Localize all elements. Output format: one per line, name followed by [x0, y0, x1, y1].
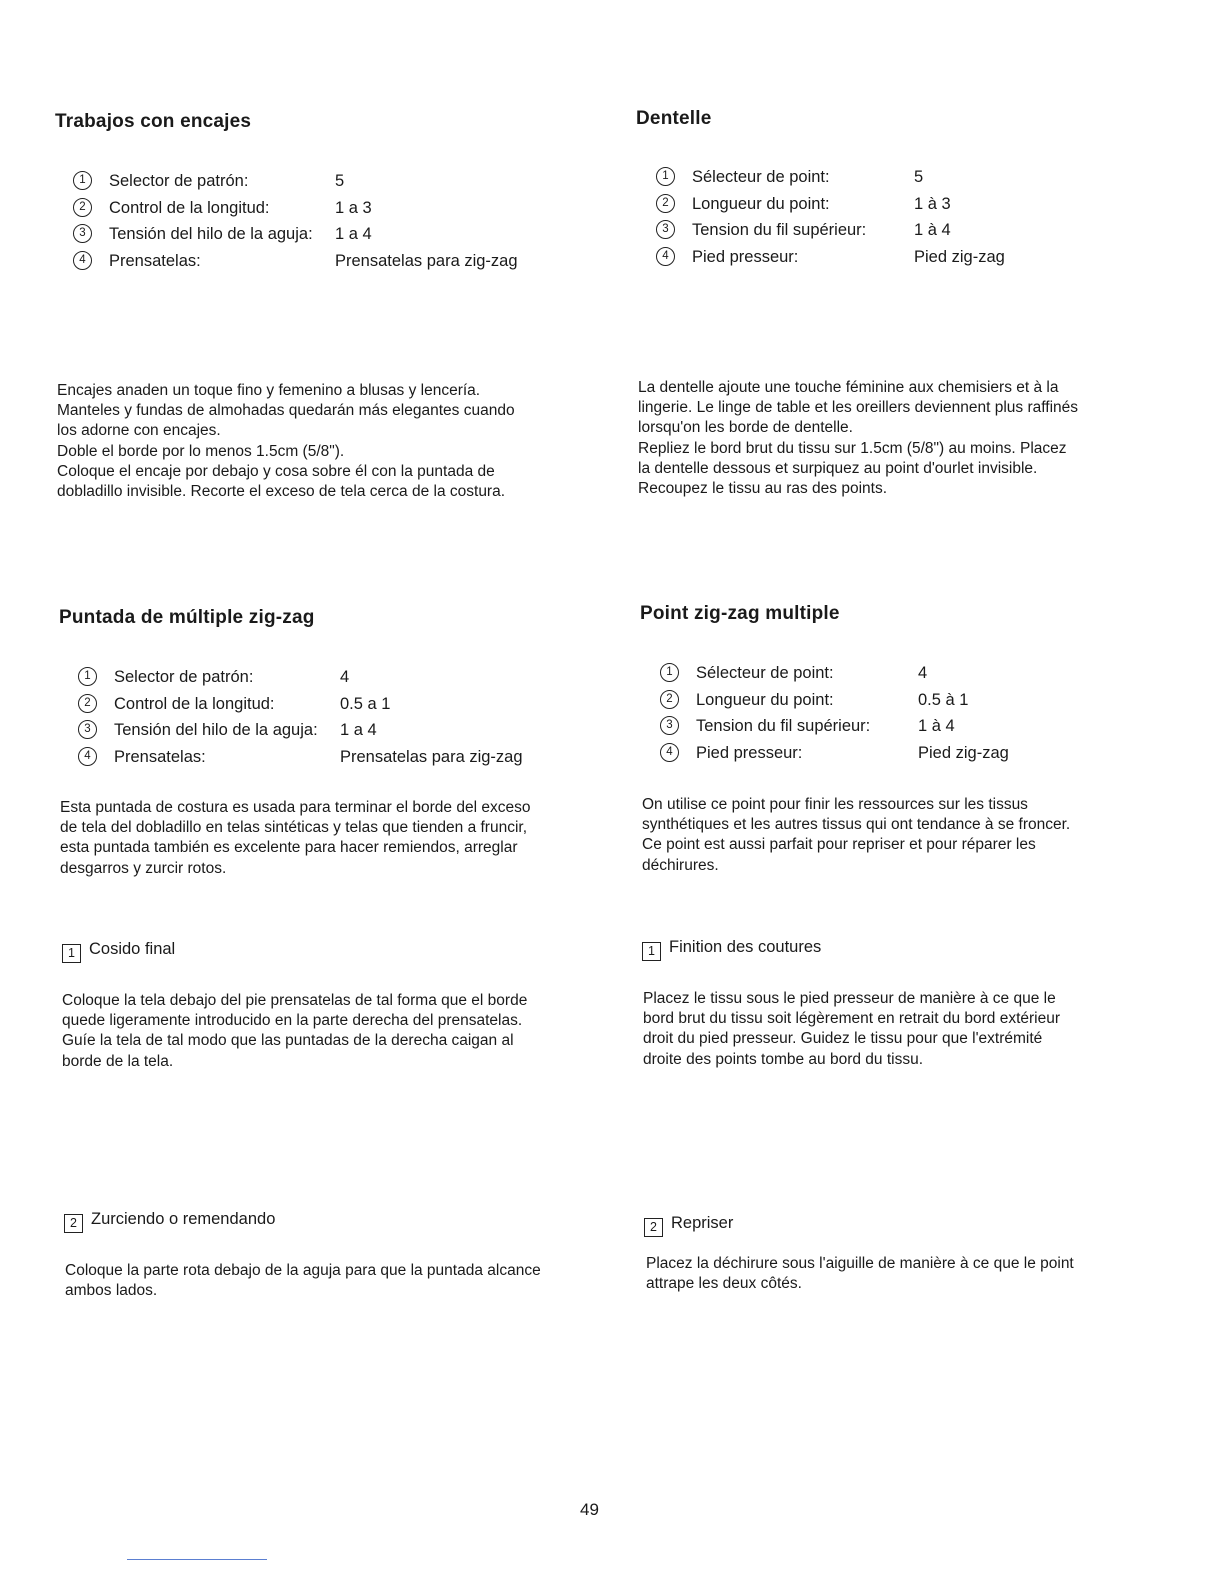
setting-row [660, 740, 1140, 767]
text-line: de tela del dobladillo en telas sintéticas y telas que tienden a fruncir, [60, 819, 528, 837]
circled-number: 3 [73, 224, 92, 243]
circled-number: 1 [656, 167, 675, 186]
text-line: Repliez le bord brut du tissu sur 1.5cm (5/8") au moins. Placez [638, 439, 1067, 457]
step-title: Cosido final [89, 940, 176, 958]
es-zigzag-settings [78, 664, 598, 770]
setting-row [73, 168, 593, 195]
setting-label: Prensatelas: [114, 747, 206, 766]
setting-label: Control de la longitud: [109, 198, 270, 217]
setting-label: Sélecteur de point: [696, 664, 834, 682]
fr-zigzag-settings [660, 660, 1140, 766]
setting-label: Selector de patrón: [114, 668, 254, 686]
page-number: 49 [580, 1500, 599, 1519]
boxed-number: 2 [64, 1214, 83, 1233]
text-line: Coloque la parte rota debajo de la aguja para que la puntada alcance [65, 1262, 541, 1279]
circled-number: 3 [78, 720, 97, 739]
es-step1-paragraph [62, 991, 602, 1072]
setting-row [660, 660, 1140, 687]
step-title: Repriser [671, 1214, 734, 1232]
text-line: Coloque la tela debajo del pie prensatelas de tal forma que el borde [62, 992, 528, 1009]
setting-label: Tension du fil supérieur: [692, 221, 867, 239]
text-line: Placez le tissu sous le pied presseur de manière à ce que le [643, 990, 1056, 1007]
setting-value: Pied zig-zag [914, 247, 1005, 266]
setting-row [73, 195, 593, 222]
boxed-number: 1 [62, 944, 81, 963]
boxed-number: 2 [644, 1218, 663, 1237]
setting-label: Sélecteur de point: [692, 168, 830, 186]
setting-value: 1 à 3 [914, 194, 951, 213]
es-zigzag-paragraph [60, 798, 600, 879]
text-line: la dentelle dessous et surpiquez au point d'ourlet invisible. [638, 459, 1038, 477]
setting-row [656, 217, 1136, 244]
setting-value: 4 [340, 668, 350, 686]
circled-number: 1 [73, 171, 92, 190]
text-line: Guíe la tela de tal modo que las puntadas de la derecha caigan al [62, 1032, 514, 1050]
es-step1-heading [62, 940, 175, 963]
text-line: esta puntada también es excelente para hacer remiendos, arreglar [60, 839, 518, 857]
setting-value: 1 a 3 [335, 198, 372, 217]
fr-zigzag-title: Point zig-zag multiple [640, 603, 840, 624]
text-line: synthétiques et les autres tissus qui ont tendance à se froncer. [642, 816, 1071, 834]
text-line: bord brut du tissu soit légèrement en retrait du bord extérieur [643, 1010, 1061, 1028]
step-title: Finition des coutures [669, 938, 822, 956]
footer-rule [127, 1559, 267, 1560]
text-line: quede ligeramente introducido en la parte derecha del prensatelas. [62, 1012, 523, 1030]
es-step2-paragraph [65, 1261, 605, 1301]
text-line: Recoupez le tissu au ras des points. [638, 480, 887, 498]
setting-value: Prensatelas para zig-zag [340, 747, 523, 766]
fr-lace-settings [656, 164, 1136, 270]
setting-row [660, 687, 1140, 714]
setting-row [73, 221, 593, 248]
setting-row [656, 191, 1136, 218]
setting-value: 0.5 a 1 [340, 694, 391, 713]
setting-value: 5 [335, 172, 345, 190]
circled-number: 2 [78, 694, 97, 713]
setting-row [73, 248, 593, 275]
text-line: lingerie. Le linge de table et les oreillers deviennent plus raffinés [638, 399, 1079, 417]
circled-number: 4 [73, 251, 92, 270]
circled-number: 4 [78, 747, 97, 766]
text-line: Doble el borde por lo menos 1.5cm (5/8"). [57, 442, 345, 460]
setting-label: Prensatelas: [109, 251, 201, 270]
setting-label: Control de la longitud: [114, 694, 275, 713]
setting-value: Pied zig-zag [918, 743, 1009, 762]
setting-value: 5 [914, 168, 924, 186]
setting-row [656, 244, 1136, 271]
text-line: La dentelle ajoute une touche féminine aux chemisiers et à la [638, 379, 1059, 396]
fr-step1-heading [642, 938, 821, 961]
setting-label: Tensión del hilo de la aguja: [109, 225, 313, 243]
setting-label: Tensión del hilo de la aguja: [114, 721, 318, 739]
text-line: On utilise ce point pour finir les ressources sur les tissus [642, 796, 1028, 813]
circled-number: 4 [656, 247, 675, 266]
setting-row [660, 713, 1140, 740]
text-line: attrape les deux côtés. [646, 1275, 802, 1293]
text-line: Ce point est aussi parfait pour repriser et pour réparer les [642, 836, 1036, 854]
setting-row [78, 691, 598, 718]
es-lace-paragraph [57, 381, 597, 502]
setting-row [78, 744, 598, 771]
text-line: Coloque el encaje por debajo y cosa sobre él con la puntada de [57, 462, 495, 480]
setting-value: 1 a 4 [340, 721, 377, 739]
fr-zigzag-paragraph [642, 795, 1182, 876]
fr-lace-paragraph [638, 378, 1178, 499]
es-zigzag-title: Puntada de múltiple zig-zag [59, 607, 315, 628]
text-line: los adorne con encajes. [57, 422, 221, 440]
fr-step1-paragraph [643, 989, 1183, 1070]
circled-number: 4 [660, 743, 679, 762]
text-line: dobladillo invisible. Recorte el exceso de tela cerca de la costura. [57, 483, 506, 501]
setting-row [78, 717, 598, 744]
text-line: Placez la déchirure sous l'aiguille de manière à ce que le point [646, 1255, 1074, 1272]
text-line: ambos lados. [65, 1282, 158, 1300]
fr-step2-paragraph [646, 1254, 1186, 1294]
setting-label: Selector de patrón: [109, 172, 249, 190]
setting-value: 0.5 à 1 [918, 690, 969, 709]
fr-lace-title: Dentelle [636, 108, 712, 129]
setting-value: 1 à 4 [914, 221, 951, 239]
text-line: déchirures. [642, 856, 719, 874]
setting-value: 1 à 4 [918, 717, 955, 735]
setting-label: Pied presseur: [696, 743, 803, 762]
circled-number: 2 [656, 194, 675, 213]
text-line: droit du pied presseur. Guidez le tissu pour que l'extrémité [643, 1030, 1043, 1048]
text-line: lorsqu'on les borde de dentelle. [638, 419, 853, 437]
text-line: desgarros y zurcir rotos. [60, 859, 227, 877]
setting-value: 4 [918, 664, 928, 682]
setting-label: Longueur du point: [692, 194, 830, 213]
circled-number: 3 [656, 220, 675, 239]
step-title: Zurciendo o remendando [91, 1210, 276, 1228]
text-line: Esta puntada de costura es usada para terminar el borde del exceso [60, 799, 531, 816]
setting-label: Tension du fil supérieur: [696, 717, 871, 735]
es-step2-heading [64, 1210, 275, 1233]
boxed-number: 1 [642, 942, 661, 961]
text-line: borde de la tela. [62, 1052, 174, 1070]
text-line: Encajes anaden un toque fino y femenino a blusas y lencería. [57, 382, 481, 399]
setting-label: Pied presseur: [692, 247, 799, 266]
es-lace-settings [73, 168, 593, 274]
circled-number: 1 [660, 663, 679, 682]
setting-value: 1 a 4 [335, 225, 372, 243]
text-line: Manteles y fundas de almohadas quedarán más elegantes cuando [57, 402, 515, 420]
setting-row [78, 664, 598, 691]
es-lace-title: Trabajos con encajes [55, 111, 252, 132]
circled-number: 2 [73, 198, 92, 217]
fr-step2-heading [644, 1214, 733, 1237]
text-line: droite des points tombe au bord du tissu. [643, 1050, 924, 1068]
circled-number: 3 [660, 716, 679, 735]
circled-number: 1 [78, 667, 97, 686]
setting-row [656, 164, 1136, 191]
circled-number: 2 [660, 690, 679, 709]
setting-value: Prensatelas para zig-zag [335, 251, 518, 270]
setting-label: Longueur du point: [696, 690, 834, 709]
